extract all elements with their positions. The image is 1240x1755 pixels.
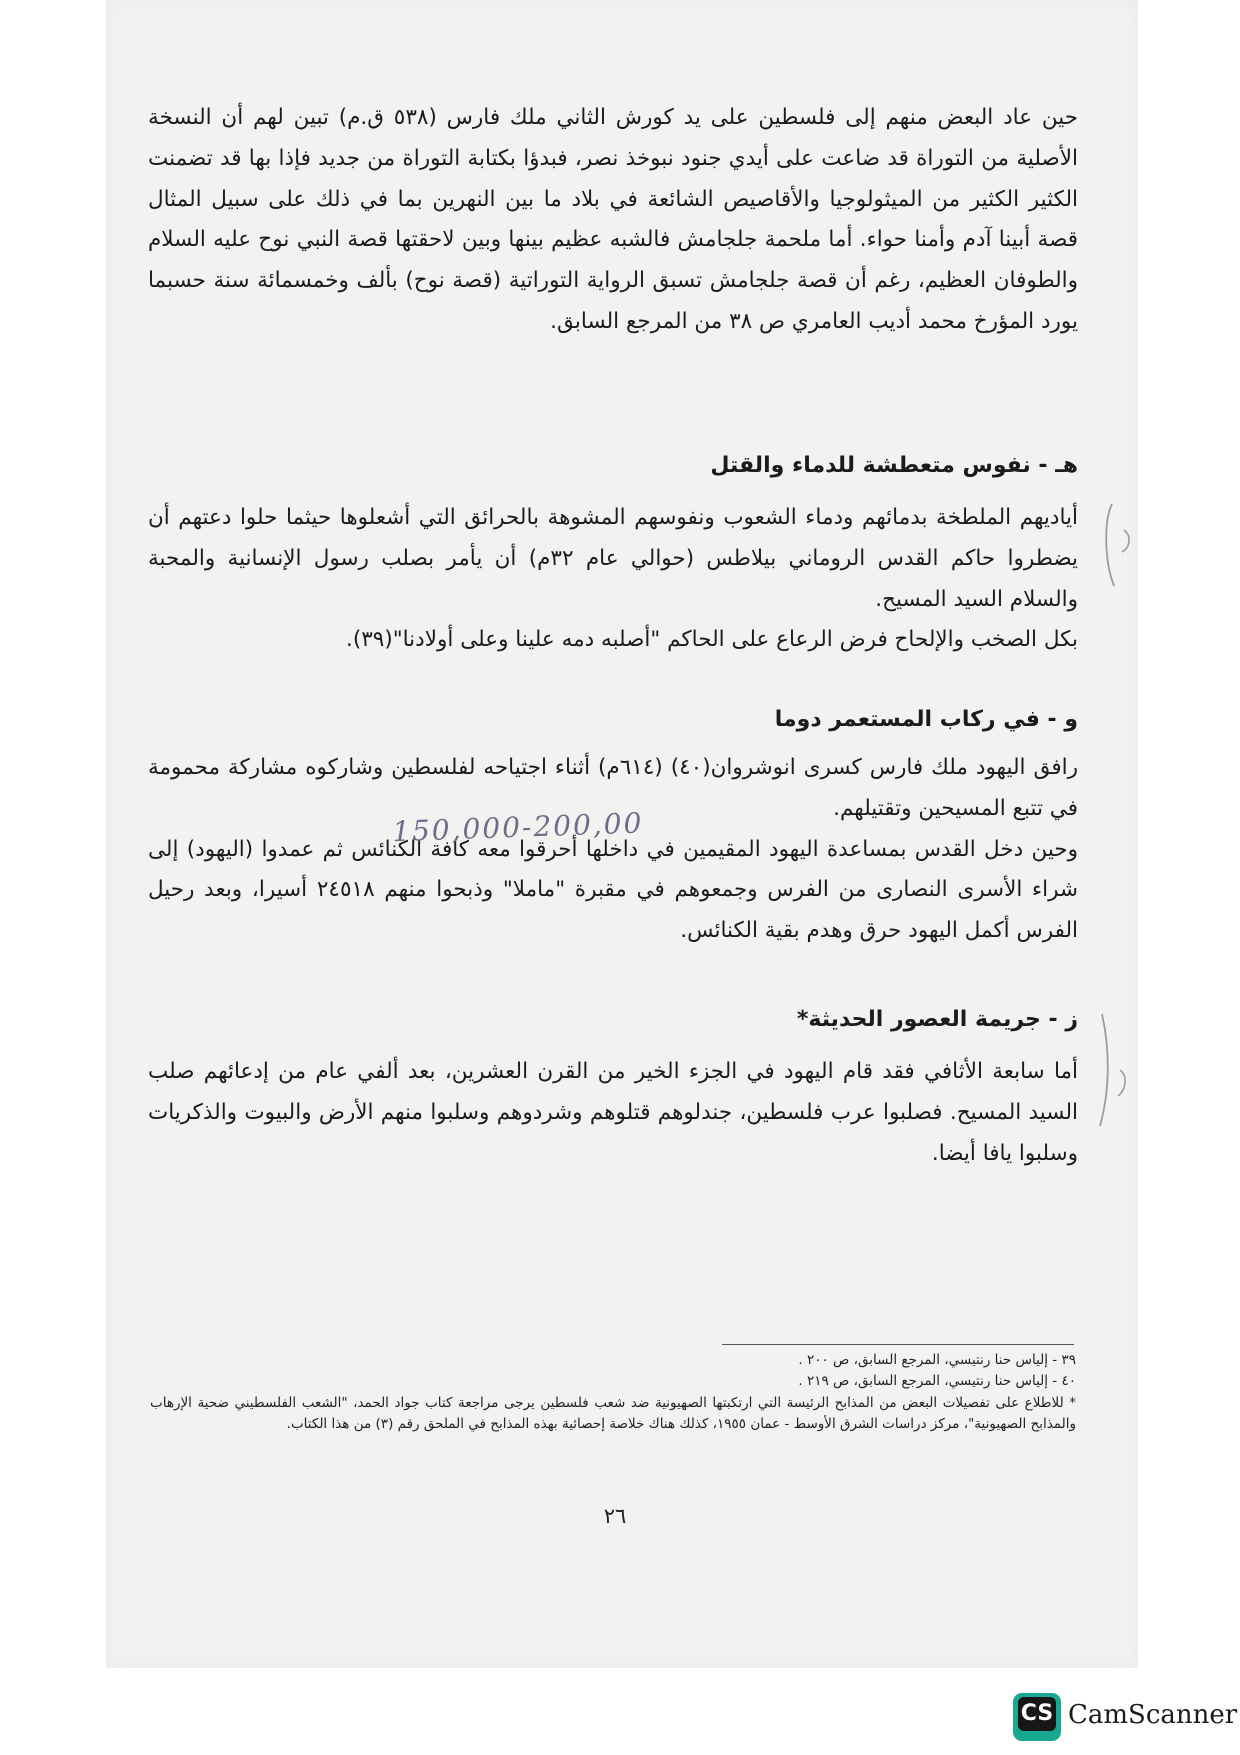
footnotes [150, 1350, 1076, 1436]
section-w-body [148, 748, 1078, 952]
footnote-star: * للاطلاع على تفصيلات البعض من المذابح الرئيسة التي ارتكبتها الصهيونية ضد شعب فلسطين يرجى مراجعة كتاب جواد الحمد، "الشعب الفلسطيني ضحية الإرهاب والمذابح الصهيونية"، مركز دراسات الشرق الأوسط - عمان ١٩٥٥، كذلك هناك خلاصة إحصائية بهذه المذابح في الملحق رقم (٣) من هذا الكتاب. [150, 1394, 1076, 1433]
camscanner-logo-letters: CS [1018, 1697, 1056, 1731]
margin-bracket-mark [1102, 500, 1138, 590]
section-h-paragraph-1: أياديهم الملطخة بدمائهم ودماء الشعوب ونفوسهم المشوهة بالحرائق التي أشعلوها حيثما حلوا دعتهم أن يضطروا حاكم القدس الروماني بيلاطس (حوالي عام ٣٢م) أن يأمر بصلب رسول الإنسانية والمحبة والسلام السيد المسيح. [148, 505, 1079, 612]
section-w [148, 700, 1078, 741]
footnote-39: ٣٩ - إلياس حنا رنتيسي، المرجع السابق، ص ٢٠٠ . [798, 1352, 1076, 1368]
section-z [148, 1000, 1078, 1041]
footnote-separator [722, 1344, 1074, 1345]
section-h [148, 446, 1078, 487]
margin-bracket-mark-2 [1094, 1010, 1134, 1130]
section-h-body [148, 498, 1078, 661]
page-number: ٢٦ [603, 1504, 627, 1528]
section-h-paragraph-2: بكل الصخب والإلحاح فرض الرعاع على الحاكم "أصلبه دمه علينا وعلى أولادنا"(٣٩). [346, 627, 1078, 653]
section-w-paragraph-2: وحين دخل القدس بمساعدة اليهود المقيمين في داخلها أحرقوا معه كافة الكنائس ثم عمدوا (اليهود) إلى شراء الأسرى النصارى من الفرس وجمعوهم في مقبرة "ماملا" وذبحوا منهم ٢٤٥١٨ أسيرا، وبعد رحيل الفرس أكمل اليهود حرق وهدم بقية الكنائس. [148, 836, 1078, 944]
section-z-heading: ز - جريمة العصور الحديثة* [796, 1007, 1078, 1032]
camscanner-logo-icon [1013, 1693, 1061, 1741]
section-w-paragraph-1: رافق اليهود ملك فارس كسرى انوشروان(٤٠) (٦١٤م) أثناء اجتياحه لفلسطين وشاركوه مشاركة محمومة في تتبع المسيحين وتقتيلهم. [148, 755, 1079, 821]
section-w-heading: و - في ركاب المستعمر دوما [774, 707, 1078, 732]
section-z-body [148, 1052, 1078, 1174]
footnote-40: ٤٠ - إلياس حنا رنتيسي، المرجع السابق، ص ٢١٩ . [798, 1373, 1076, 1390]
top-paragraph [148, 98, 1078, 343]
section-h-heading: هـ - نفوس متعطشة للدماء والقتل [710, 453, 1078, 478]
paragraph-1: حين عاد البعض منهم إلى فلسطين على يد كورش الثاني ملك فارس (٥٣٨ ق.م) تبين لهم أن النسخة الأصلية من التوراة قد ضاعت على أيدي جنود نبوخذ نصر، فبدؤا بكتابة التوراة من جديد فإذا بها قد تضمنت الكثير الكثير من الميثولوجيا والأقاصيص الشائعة في بلاد ما بين النهرين بما في ذلك على سبيل المثال قصة أبينا آدم وأمنا حواء. أما ملحمة جلجامش فالشبه عظيم بينها وبين لاحقتها قصة النبي نوح عليه السلام والطوفان العظيم، رغم أن قصة جلجامش تسبق الرواية التوراتية (قصة نوح) بألف وخمسمائة سنة حسبما يورد المؤرخ محمد أديب العامري ص ٣٨ من المرجع السابق. [148, 105, 1078, 334]
section-z-paragraph-1: أما سابعة الأثافي فقد قام اليهود في الجزء الخير من القرن العشرين، بعد ألفي عام من إدعائهم صلب السيد المسيح. فصلبوا عرب فلسطين، جندلوهم قتلوهم وشردوهم وسلبوا منهم الأرض والبيوت والذكريات وسلبوا يافا أيضا. [148, 1059, 1078, 1166]
handwritten-note: 150,000-200,00 [391, 806, 644, 849]
camscanner-watermark-text: CamScanner [1068, 1700, 1238, 1730]
